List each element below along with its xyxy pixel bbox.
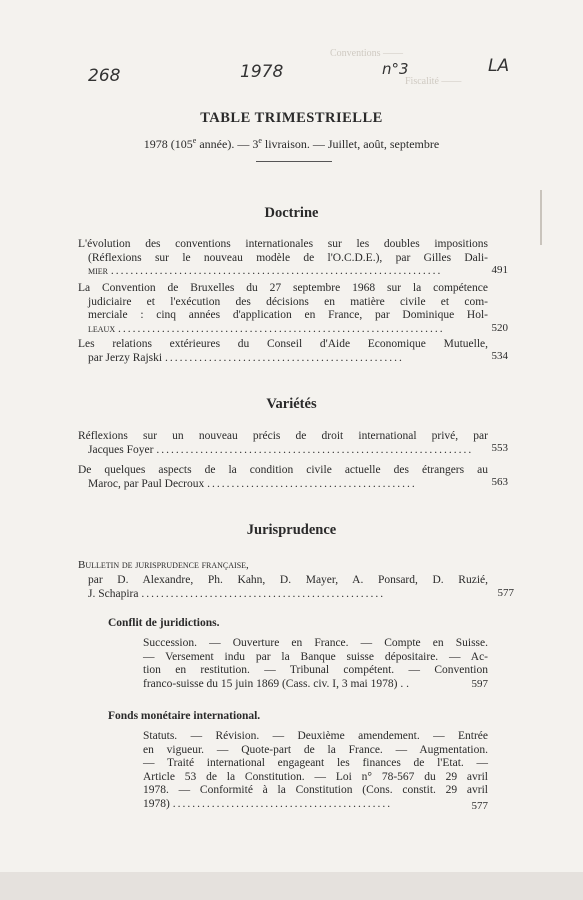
handwritten-issue: n°3 xyxy=(382,60,409,78)
page-number: 491 xyxy=(491,264,508,276)
page-number: 563 xyxy=(491,476,508,488)
page-bottom-shadow xyxy=(0,872,583,900)
handwritten-initials: LA xyxy=(488,56,510,76)
subsection-heading-fonds: Fonds monétaire international. xyxy=(108,710,261,722)
case-summary: Succession. — Ouverture en France. — Compte en Suisse. — Versement indu par la Banque suisse dépositaire. — Ac- tion en restitution. — Tribunal compétent. — Convention franco-suisse du 15 juin 1869 (Cass. civ. I, 3 mai 1978) . . xyxy=(143,637,488,690)
title-rule xyxy=(256,161,332,162)
toc-entry: De quelques aspects de la condition civile actuelle des étrangers au Maroc, par Paul Decroux ........................................... xyxy=(78,464,488,490)
handwritten-year: 1978 xyxy=(240,62,284,82)
page-number: 577 xyxy=(471,800,488,812)
issue-subtitle: 1978 (105e année). — 3e livraison. — Juillet, août, septembre xyxy=(143,136,440,151)
page-number: 534 xyxy=(491,350,508,362)
page-number: 553 xyxy=(491,442,508,454)
case-summary: Statuts. — Révision. — Deuxième amendement. — Entrée en vigueur. — Quote-part de la France. — Augmentation. — Traité international engageant les finances de l'Etat. — Article 53 de la Constitution. — Loi n° 78-567 du 29 avril 1978. — Conformité à la Constitution (Cons. constit. 29 avril 1978) ............................................. xyxy=(143,730,488,810)
page-number: 597 xyxy=(471,678,488,690)
section-heading-varietes: Variétés xyxy=(266,396,317,412)
toc-entry: L'évolution des conventions internationales sur les doubles impositions (Réflexions sur le nouveau modèle de l'O.C.D.E.), par Gilles Dali- mier .................................................................... xyxy=(78,238,488,278)
toc-entry: La Convention de Bruxelles du 27 septembre 1968 sur la compétence judiciaire et l'exécution des décisions en matière civile et com- merciale : cinq années d'application en France, par Dominique Hol- leaux ................................................................... xyxy=(78,282,488,335)
toc-entry: par D. Alexandre, Ph. Kahn, D. Mayer, A. Ponsard, D. Ruzié, J. Schapira .................................................. xyxy=(88,574,488,600)
bleed-through-text: Conventions —— xyxy=(330,48,404,59)
bleed-through-text: Fiscalité —— xyxy=(405,76,462,87)
page-title: TABLE TRIMESTRIELLE xyxy=(200,110,383,126)
subsection-heading-conflit: Conflit de juridictions. xyxy=(108,617,220,629)
page-number: 520 xyxy=(491,322,508,334)
toc-entry: Réflexions sur un nouveau précis de droit international privé, par Jacques Foyer ................................................................. xyxy=(78,430,488,456)
handwritten-number: 268 xyxy=(88,66,121,86)
bulletin-title: Bulletin de jurisprudence française, xyxy=(78,559,249,571)
toc-entry: Les relations extérieures du Conseil d'Aide Economique Mutuelle, par Jerzy Rajski ................................................. xyxy=(78,338,488,364)
section-heading-jurisprudence: Jurisprudence xyxy=(246,522,337,538)
section-heading-doctrine: Doctrine xyxy=(264,205,319,221)
page-number: 577 xyxy=(497,587,514,599)
